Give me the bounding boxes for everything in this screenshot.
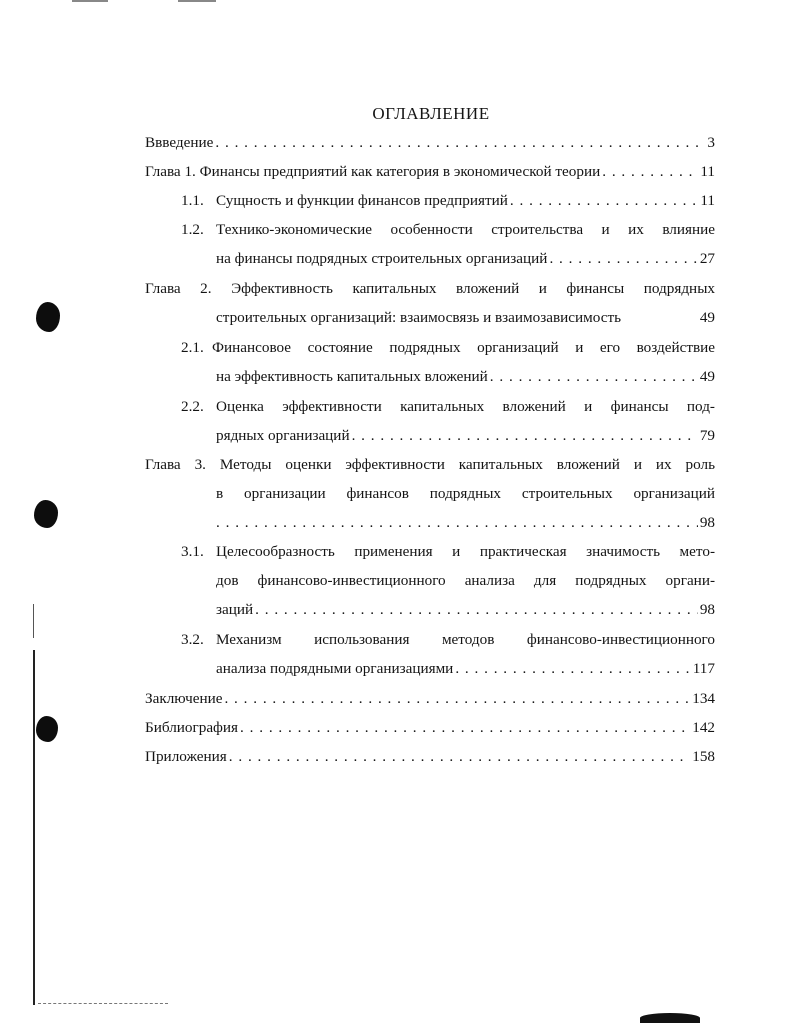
- scan-artifact-top-left: [72, 0, 108, 2]
- binding-edge-top: [33, 604, 34, 638]
- punch-hole-1: [36, 302, 60, 332]
- toc-entry-appendices: Приложения . . . 158: [145, 746, 715, 768]
- punch-hole-3: [36, 716, 58, 742]
- toc-entry-section-2-1-line1: Финансовое состояние подрядных организаций и его воздействие: [212, 339, 715, 356]
- page-title: ОГЛАВЛЕНИЕ: [372, 104, 490, 123]
- toc-entry-section-3-1-line3: заций . . . 98: [216, 599, 715, 621]
- toc-entry-section-1-2-line1: Технико-экономические особенности строительства и их влияние: [216, 221, 715, 238]
- scan-artifact-bottom: [640, 1013, 700, 1023]
- toc-entry-chapter-3-line2: в организации финансов подрядных строительных организаций: [216, 485, 715, 502]
- toc-entry-conclusion: Заключение . . . 134: [145, 688, 715, 710]
- toc-number-3-2: 3.2.: [181, 631, 204, 648]
- scan-artifact-top-right: [178, 0, 216, 2]
- toc-entry-section-3-1-line1: Целесообразность применения и практическая значимость мето-: [216, 543, 715, 560]
- binding-edge: [33, 650, 35, 1005]
- toc-entry-chapter-3-line1: Глава 3. Методы оценки эффективности капитальных вложений и их роль: [145, 456, 715, 473]
- toc-entry-chapter-3-line3: . . . 98: [216, 512, 715, 534]
- toc-entry-section-3-2-line1: Механизм использования методов финансово-инвестиционного: [216, 631, 715, 648]
- toc-entry-bibliography: Библиография . . . 142: [145, 717, 715, 739]
- toc-entry-chapter-2-line2: строительных организаций: взаимосвязь и взаимозависимость 49: [216, 309, 715, 326]
- toc-entry-section-2-2-line1: Оценка эффективности капитальных вложений и финансы под-: [216, 398, 715, 415]
- toc-number-3-1: 3.1.: [181, 543, 204, 560]
- punch-hole-2: [34, 500, 58, 528]
- toc-entry-section-1-1: Сущность и функции финансов предприятий . . . 11: [216, 190, 715, 212]
- toc-entry-chapter-2-line1: Глава 2. Эффективность капитальных вложений и финансы подрядных: [145, 280, 715, 297]
- scan-dashes-bottom: [38, 1003, 168, 1004]
- toc-entry-section-3-2-line2: анализа подрядными организациями . . . 117: [216, 658, 715, 680]
- toc-number-2-2: 2.2.: [181, 398, 204, 415]
- toc-number-2-1: 2.1.: [181, 339, 204, 356]
- toc-entry-section-2-1-line2: на эффективность капитальных вложений . . . 49: [216, 366, 715, 388]
- toc-entry-section-1-2-line2: на финансы подрядных строительных организаций . . . 27: [216, 248, 715, 270]
- toc-entry-section-3-1-line2: дов финансово-инвестиционного анализа для подрядных органи-: [216, 572, 715, 589]
- toc-entry-intro: Ввведение . . . 3: [145, 132, 715, 154]
- toc-entry-chapter-1: Глава 1. Финансы предприятий как категория в экономической теории . . . 11: [145, 161, 715, 183]
- toc-entry-section-2-2-line2: рядных организаций . . . 79: [216, 425, 715, 447]
- toc-number-1-1: 1.1.: [181, 192, 204, 209]
- toc-number-1-2: 1.2.: [181, 221, 204, 238]
